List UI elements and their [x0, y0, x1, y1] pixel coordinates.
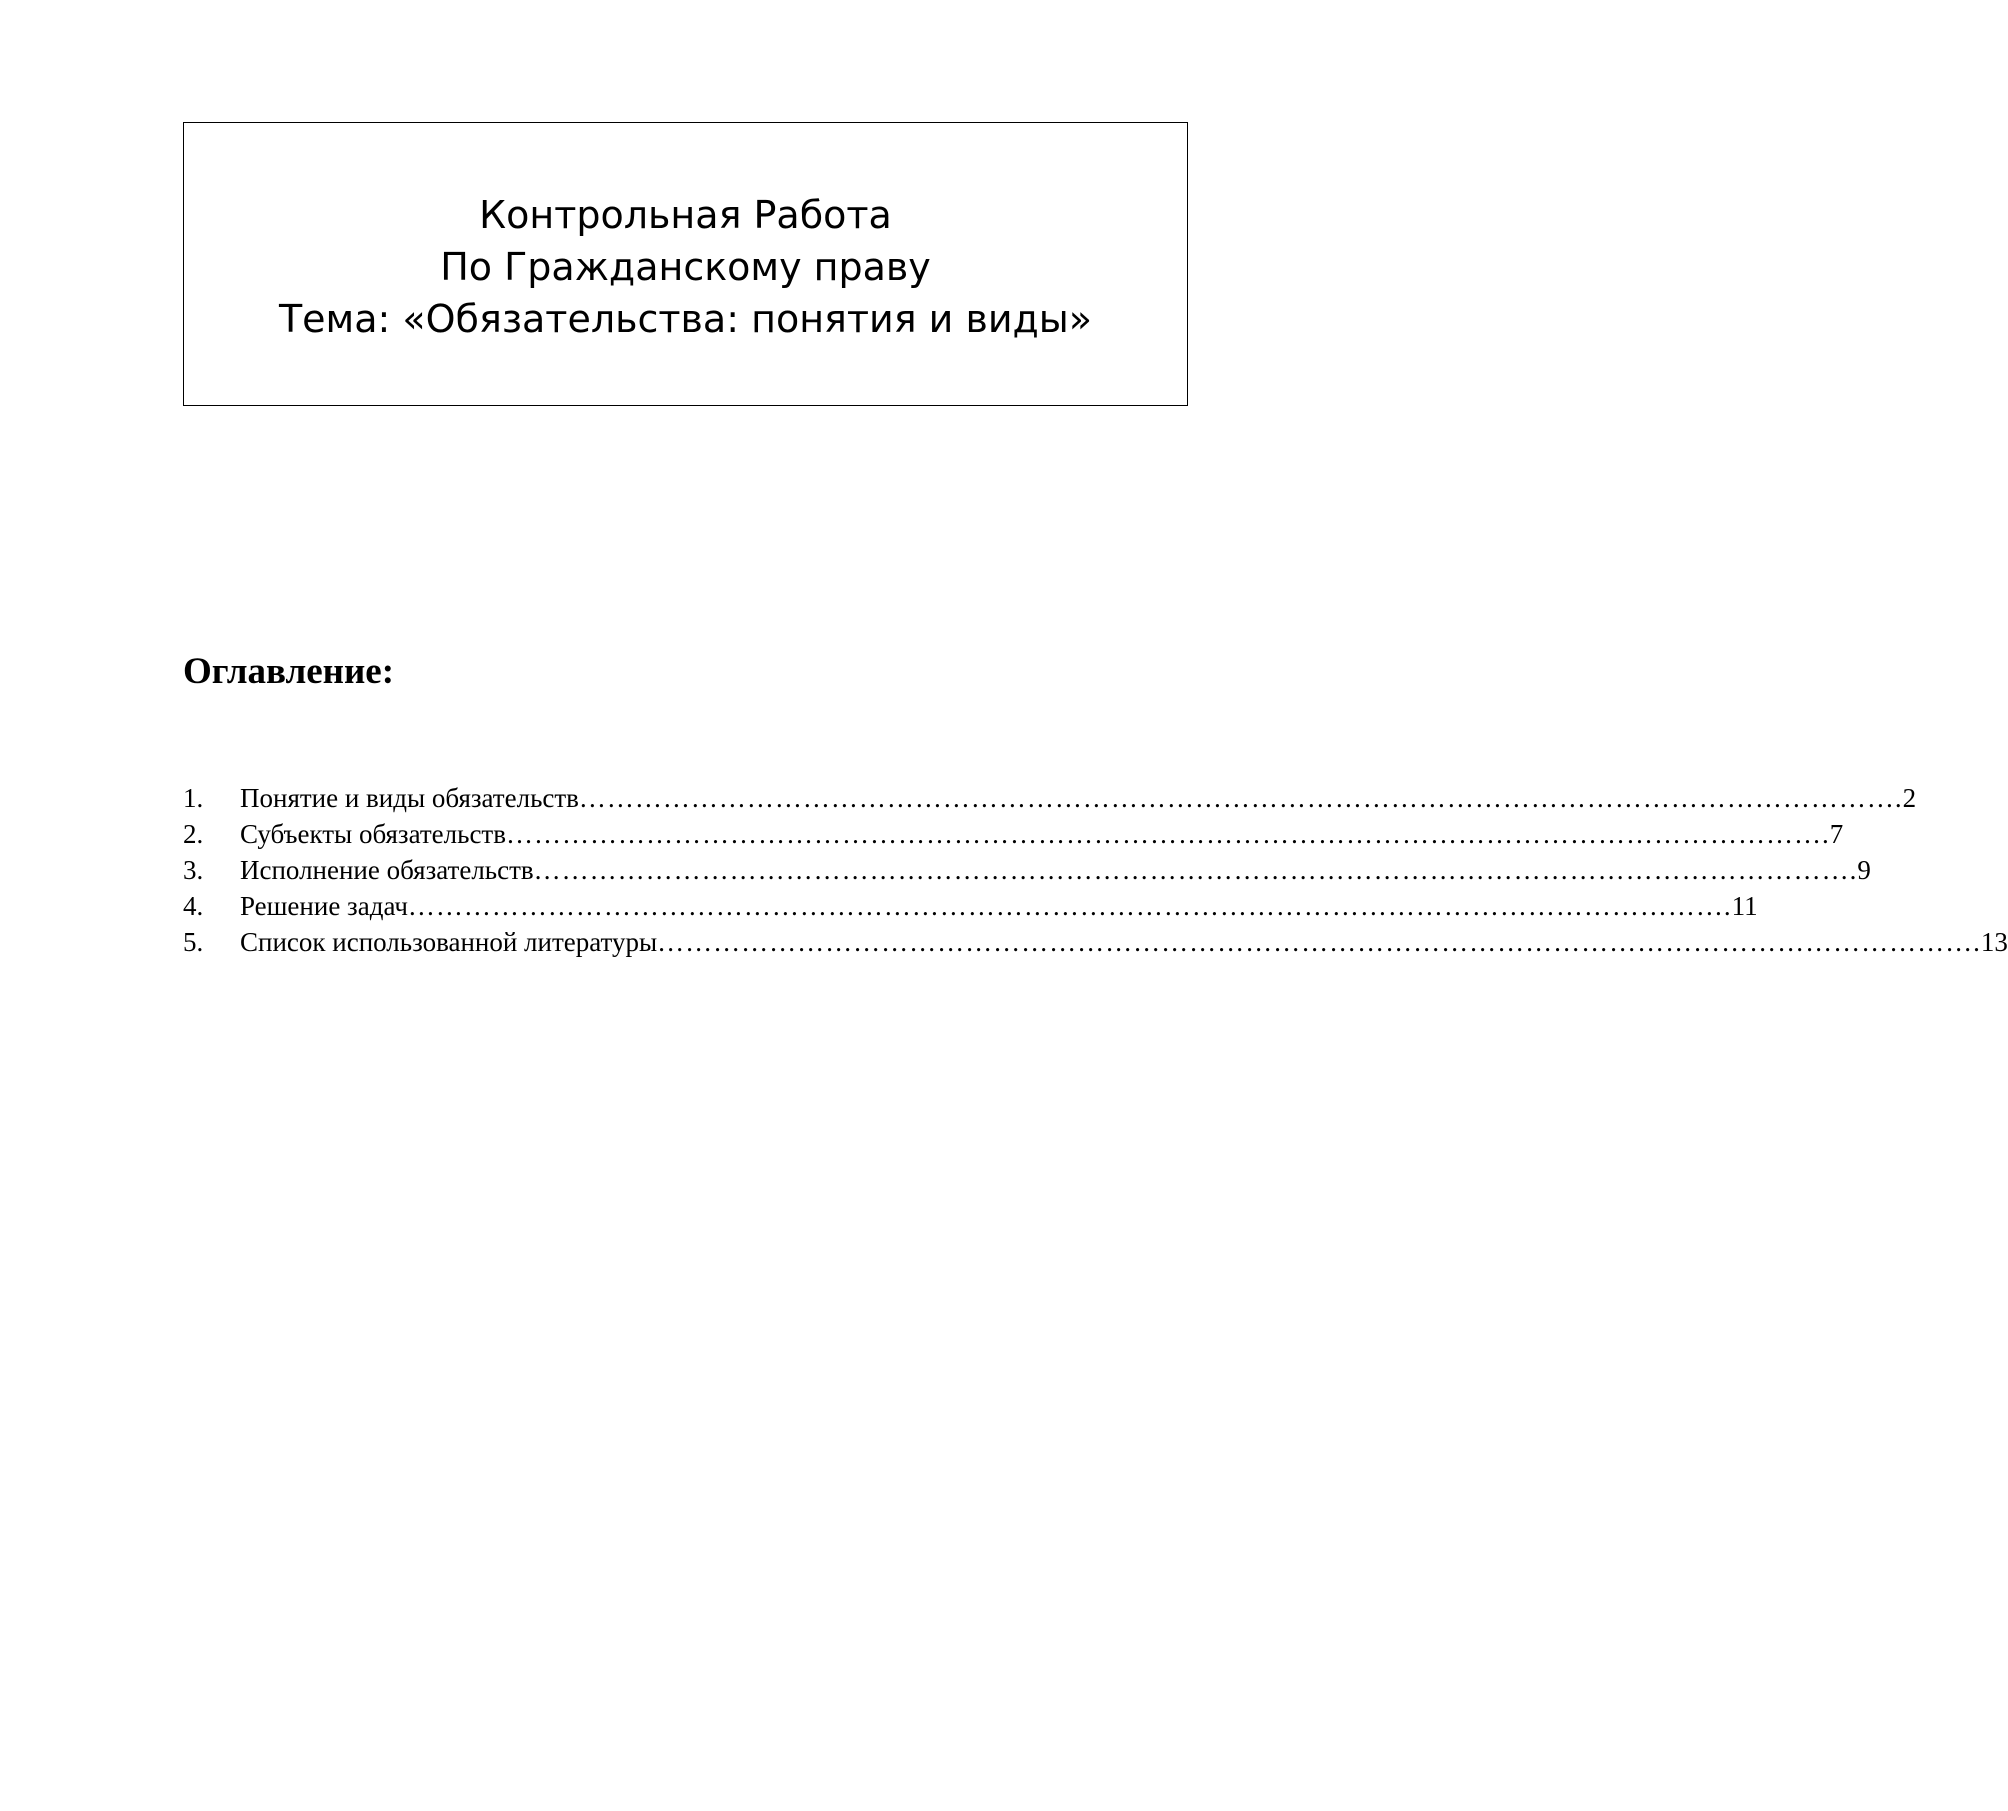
- toc-item-title: Решение задач: [240, 891, 408, 921]
- toc-item-number: 1.: [183, 783, 204, 813]
- toc-item: [183, 816, 1844, 852]
- toc-item-page: 13: [1980, 927, 2008, 957]
- toc-item: [183, 852, 1871, 888]
- toc-item-page: 2: [1902, 783, 1917, 813]
- toc-item-page: 11: [1731, 891, 1758, 921]
- toc-item-number: 4.: [183, 891, 204, 921]
- title-box: [183, 122, 1188, 406]
- toc-item-number: 3.: [183, 855, 204, 885]
- toc-item-number: 5.: [183, 927, 204, 957]
- toc-item-page: 9: [1857, 855, 1871, 885]
- toc-item-number: 2.: [183, 819, 204, 849]
- toc-item: [183, 888, 1758, 924]
- toc-item-title: Исполнение обязательств: [240, 855, 534, 885]
- subject-title: По Гражданскому праву: [440, 245, 931, 289]
- toc-leader-dots: …………………………………………………………………………………………………………………………….: [505, 819, 1830, 849]
- toc-item-title: Субъекты обязательств: [240, 819, 506, 849]
- toc-item-page: 7: [1829, 819, 1844, 849]
- toc-leader-dots: …………………………………………………………………………………………………………………………….: [407, 891, 1732, 921]
- toc-leader-dots: …………………………………………………………………………………………………………………………….: [533, 855, 1858, 885]
- table-of-contents: [183, 780, 2008, 960]
- topic-title: Тема: «Обязательства: понятия и виды»: [278, 297, 1093, 341]
- toc-heading: Оглавление:: [183, 651, 395, 692]
- toc-item: [183, 780, 1917, 816]
- toc-leader-dots: …………………………………………………………………………………………………………………………….: [657, 927, 1981, 957]
- document-type-title: Контрольная Работа: [479, 193, 892, 237]
- toc-item: [183, 924, 2008, 960]
- toc-leader-dots: …………………………………………………………………………………………………………………………….: [578, 783, 1903, 813]
- toc-item-title: Список использованной литературы: [240, 927, 658, 957]
- toc-item-title: Понятие и виды обязательств: [240, 783, 579, 813]
